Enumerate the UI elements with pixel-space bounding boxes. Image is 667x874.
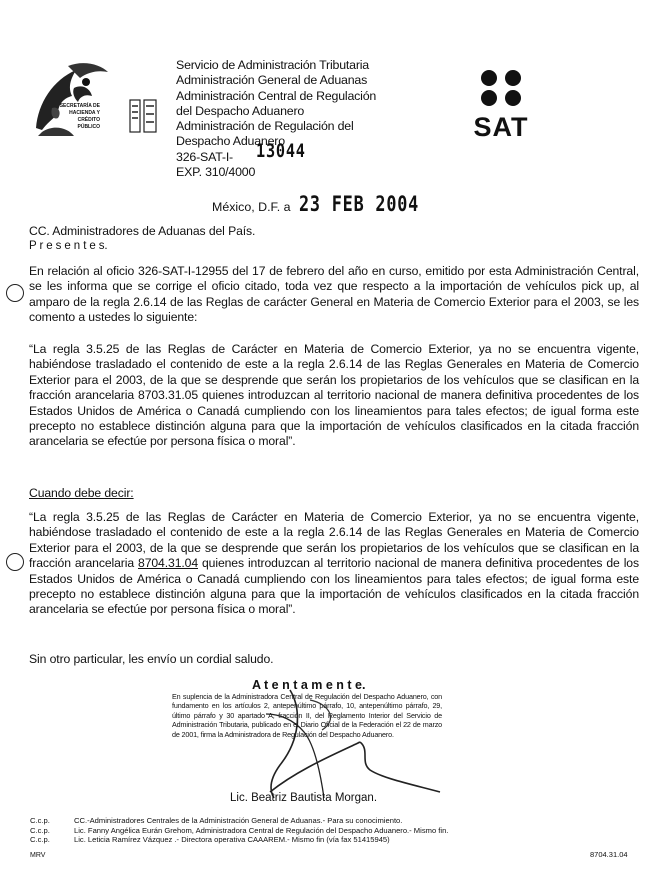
recipient (29, 224, 639, 255)
recipient-greeting: P r e s e n t e s. (29, 240, 108, 253)
emblem-text (58, 103, 100, 131)
corrected-quote (29, 510, 639, 618)
emblem-line: HACIENDA Y (69, 110, 100, 116)
ccp-label: C.c.p. (30, 825, 50, 835)
letterhead-line: Servicio de Administración Tributaria (176, 58, 370, 72)
recipient-line: CC. Administradores de Aduanas del País. (29, 224, 256, 238)
emblem-line: SECRETARÍA DE (59, 103, 100, 109)
tariff-code: 8704.31.04 (138, 556, 199, 571)
ccp-text: Lic. Leticia Ramírez Vázquez .- Directora operativa CAAAREM.- Mismo fin (vía fax 51415945) (74, 835, 390, 845)
signatory-name: Lic. Beatriz Bautista Morgan. (230, 792, 378, 804)
ccp-label: C.c.p. (30, 835, 50, 845)
ccp-row (30, 826, 630, 836)
letterhead-line: Despacho Aduanero (176, 134, 285, 149)
ccp-text: CC.-Administradores Centrales de la Administración General de Aduanas.- Para su conocimiento. (74, 816, 403, 825)
erroneous-quote: “La regla 3.5.25 de las Reglas de Carácter en Materia de Comercio Exterior, ya no se encuentra vigente, habiéndose trasladado el contenido de este a la regla 2.6.14 de las Reglas Generales en Materia de Comercio Exterior para el 2003, de la que se desprende que serán los propietarios de los vehículos que se clasifican en la fracción arancelaria 8703.31.05 quienes introduzcan al territorio nacional de manera definitiva procedentes de los Estados Unidos de América o Canadá cumpliendo con los lineamientos para tales efectos; de igual forma este precepto no establece distinción alguna para que la importación de vehículos clasificados en la citada fracción arancelaria se efectúe por persona física o moral”. (29, 342, 639, 449)
closing-line: Sin otro particular, les envío un cordial saludo. (29, 652, 274, 666)
sat-logo-text: SAT (473, 112, 529, 138)
reference-number-stamp: 13044 (256, 139, 306, 162)
corrected-quote-text: “La regla 3.5.25 de las Reglas de Carácter en Materia de Comercio Exterior, ya no se encuentra vigente, habiéndose trasladado el contenido de este a la regla 2.6.14 de las Reglas Generales en Materia de Comercio Exterior para el 2003, de la que se desprende que serán los propietarios de los vehículos que se clasifican en la fracción arancelaria (29, 510, 639, 571)
letterhead-line: Administración de Regulación del (176, 119, 354, 134)
ccp-block (30, 816, 630, 845)
letterhead-line: Administración General de Aduanas (176, 73, 368, 88)
salutation: A t e n t a m e n t e. (252, 678, 366, 692)
date-place: México, D.F. a (212, 200, 291, 214)
margin-mark-icon (6, 553, 24, 571)
sat-logo-icon (458, 64, 544, 138)
file-number: EXP. 310/4000 (176, 164, 256, 179)
correction-heading: Cuando debe decir: (29, 486, 134, 500)
intro-paragraph: En relación al oficio 326-SAT-I-12955 del 17 de febrero del año en curso, emitido por esta Administración Central, se les informa que se corrige el oficio citado, toda vez que respecto a la importación de vehículos pick up, al amparo de la regla 2.6.14 de las Reglas de carácter General en Materia de Comercio Exterior para el 2003, se les comento a ustedes lo siguiente: (29, 264, 639, 325)
date-stamp: 23 FEB 2004 (298, 192, 420, 216)
ccp-row (30, 835, 630, 845)
letterhead (176, 58, 376, 180)
ccp-row (30, 816, 630, 826)
margin-mark-icon (6, 284, 24, 302)
corrected-quote-text: quienes introduzcan al territorio nacional de manera definitiva procedentes de los Estados Unidos de América o Canadá cumpliendo con los lineamientos para tales efectos; de igual forma este precepto no establece distinción alguna para que la importación de vehículos clasificados en la citada fracción arancelaria se efectúe por persona física o moral”. (29, 556, 639, 617)
letterhead-line: Administración Central de Regulación (176, 88, 377, 103)
reference-prefix: 326-SAT-I- (176, 149, 233, 164)
footer-initials: MRV (30, 852, 46, 859)
footer-code: 8704.31.04 (590, 850, 628, 859)
legal-note: En suplencia de la Administradora Central de Regulación del Despacho Aduanero, con fundamento en los artículos 2, antepenúltimo párrafo, 10, antepenúltimo párrafo, 29, último párrafo y 30 apartado A, fracción II, del Reglamento Interior del Servicio de Administración Tributaria, publicado en el Diario Oficial de la Federación el 22 de marzo de 2001, firma la Administradora de Regulación del Despacho Aduanero. (172, 692, 442, 739)
letterhead-line: del Despacho Aduanero (176, 103, 305, 118)
ccp-label: C.c.p. (30, 816, 50, 825)
emblem-line: CRÉDITO PÚBLICO (77, 117, 100, 130)
date-line (212, 192, 449, 216)
handwritten-signature-icon (210, 680, 460, 805)
ccp-text: Lic. Fanny Angélica Eurán Grehom, Administradora Central de Regulación del Despacho Aduanero.- Mismo fin. (74, 825, 449, 835)
